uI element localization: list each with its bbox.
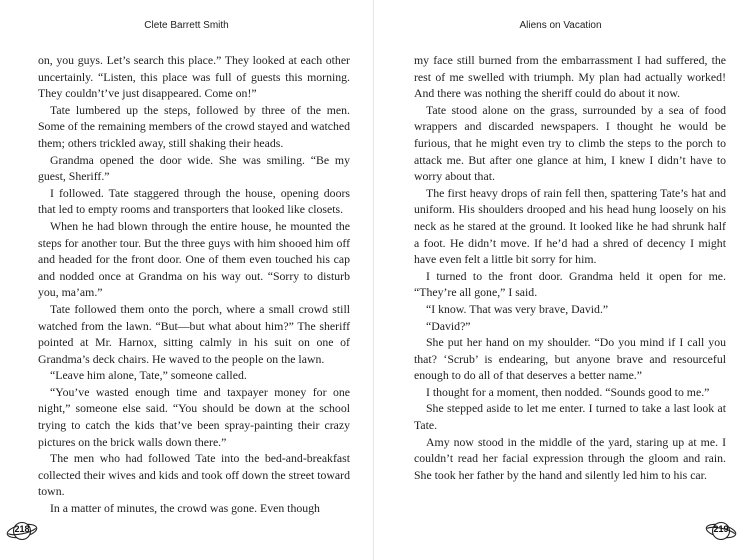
paragraph: “Leave him alone, Tate,” someone called. bbox=[50, 368, 247, 383]
paragraph: The first heavy drops of rain fell then, spattering Tate’s hat and uniform. His shoulders drooped and his head hung loosely on his neck as he stared at the ground. It looked like he had shrunk half a foot. He didn’t move. If he’d had a shred of decency I might have even felt a little bit sorry for him. bbox=[414, 185, 726, 267]
paragraph: The men who had followed Tate into the bed-and-breakfast collected their wives and kids and took off down the street toward town. bbox=[38, 451, 350, 499]
paragraph: on, you guys. Let’s search this place.” They looked at each other uncertainly. “Listen, this place was full of guests this morning. They couldn’t’ve just disappeared. Come on!” bbox=[38, 53, 350, 101]
right-page-text bbox=[414, 52, 726, 483]
paragraph: “I know. That was very brave, David.” bbox=[426, 301, 609, 316]
page-number: 219 bbox=[713, 524, 729, 534]
paragraph: She stepped aside to let me enter. I turned to take a last look at Tate. bbox=[414, 401, 726, 433]
running-head-title: Aliens on Vacation bbox=[519, 20, 602, 31]
paragraph: Amy now stood in the middle of the yard, staring up at me. I couldn’t read her facial expression through the gloom and rain. She took her father by the hand and silently led him to his car. bbox=[414, 434, 726, 482]
paragraph: “David?” bbox=[426, 318, 471, 333]
paragraph: I followed. Tate staggered through the house, opening doors that led to empty rooms and transporters that looked like closets. bbox=[38, 185, 350, 217]
paragraph: Tate lumbered up the steps, followed by three of the men. Some of the remaining members of the crowd stayed and watched them; others trickled away, still shaking their heads. bbox=[38, 102, 350, 150]
paragraph: I turned to the front door. Grandma held it open for me. “They’re all gone,” I said. bbox=[414, 268, 726, 300]
left-page bbox=[0, 0, 373, 560]
paragraph: I thought for a moment, then nodded. “Sounds good to me.” bbox=[426, 384, 710, 399]
paragraph: In a matter of minutes, the crowd was gone. Even though bbox=[50, 501, 320, 516]
paragraph: Grandma opened the door wide. She was smiling. “Be my guest, Sheriff.” bbox=[38, 152, 350, 184]
page-number-right bbox=[704, 519, 738, 543]
paragraph: Tate followed them onto the porch, where a small crowd still watched from the lawn. “But—but what about him?” The sheriff pointed at Mr. Harnox, sitting calmly in his suit on one of Grandma’s deck chairs. He waved to the people on the lawn. bbox=[38, 301, 350, 366]
right-page bbox=[374, 0, 747, 560]
paragraph: Tate stood alone on the grass, surrounded by a sea of food wrappers and discarded newspapers. I thought he would be furious, that he might even try to climb the steps to the porch to attack me. But after one glance at him, I knew I didn’t have to worry about that. bbox=[414, 102, 726, 184]
paragraph: When he had blown through the entire house, he mounted the steps for another tour. But the three guys with him shooed him off and headed for the front door. One of them even touched his cap and nodded once at Grandma on his way out. “Sorry to disturb you, ma’am.” bbox=[38, 218, 350, 300]
left-page-text bbox=[38, 52, 350, 517]
running-head-author: Clete Barrett Smith bbox=[144, 20, 229, 31]
paragraph: She put her hand on my shoulder. “Do you mind if I call you that? ‘Scrub’ is endearing, but anyone brave and resourceful enough to do all of that deserves a better name.” bbox=[414, 335, 726, 383]
page-number: 218 bbox=[14, 524, 30, 534]
paragraph: my face still burned from the embarrassment I had suffered, the rest of me swelled with triumph. My plan had actually worked! And there was nothing the sheriff could do about it now. bbox=[414, 53, 726, 101]
paragraph: “You’ve wasted enough time and taxpayer money for one night,” someone else said. “You should be down at the school trying to catch the kids that’ve been spray-painting their crazy pictures on the brick walls down there.” bbox=[38, 384, 350, 449]
page-number-left bbox=[5, 519, 39, 543]
